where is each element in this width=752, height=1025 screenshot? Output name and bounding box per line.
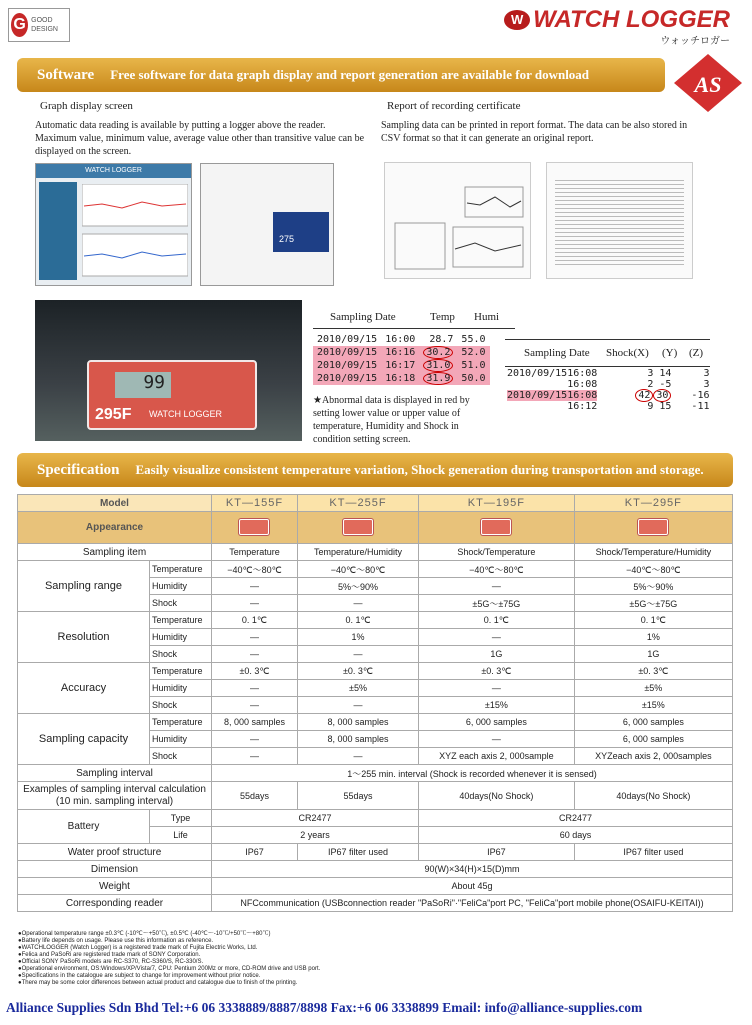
cell-value: 16:08 [567, 379, 598, 390]
sub-label: Humidity [150, 731, 212, 748]
spec-value: — [419, 731, 575, 748]
spec-value: −40℃〜80℃ [297, 561, 418, 578]
spec-value: ±15% [419, 697, 575, 714]
footnote: ●Operational temperature range ±0.3℃ (-10℃〜+50℃), ±0.5℃ (-40℃〜-10℃/+50℃〜+80℃) [18, 931, 271, 937]
table-cell [313, 333, 381, 346]
footnote: ●Operational environment, OS:Windows/XP/Vista/7, CPU: Pentium 200Mz or more, CD-ROM drive and USB port. [18, 966, 321, 972]
cell-value: 9 [647, 401, 654, 412]
sub-label: Temperature [150, 561, 212, 578]
spec-value: — [419, 578, 575, 595]
settings-screenshot: 275 [200, 163, 334, 286]
spec-value: — [212, 646, 298, 663]
footnote: ●WATCHLOGGER (Watch Logger) is a registered trade mark of Fujita Electric Works, Ltd. [18, 945, 258, 951]
cell-value: 3 [647, 368, 654, 379]
spec-value: — [212, 595, 298, 612]
table-cell [507, 368, 567, 379]
spec-value: — [212, 629, 298, 646]
sub-label: Shock [150, 748, 212, 765]
footnote: ●There may be some color differences between actual product and catalogue due to finish of the printing. [18, 980, 298, 986]
spec-row [18, 663, 733, 680]
as-logo-text: AS [694, 72, 722, 97]
cell-value: 51.0 [461, 360, 486, 371]
spec-value: ±5% [297, 680, 418, 697]
spec-table: Model KT—155F KT—255F KT—195F KT—295F Appearance Sampling item Temperature Temperature/Humidity Shock/Temperature Shock/Temperature/Humidity Sampling range Temperature −40℃〜80℃ −40℃〜80℃ −40℃〜80℃ −40℃〜80℃ Humidity — 5%〜90% — 5%〜90% Shock — — ±5G〜±75G ±5G〜±75G Resolution Temperature 0. 1℃ 0. 1℃ 0. 1℃ 0. 1℃ Humidity — 1% — 1% Shock — — 1G 1G Accuracy Temperature ±0. 3℃ ±0. 3℃ ±0. 3℃ ±0. 3℃ Humidity — ±5% — ±5% Shock — — ±15% ±15% Sampling capacity Temperature 8, 000 samples 8, 000 samples 6, 000 samples 6, 000 samples Humidity — 8, 000 samples — 6, 000 samples Shock — — XYZ each axis 2, 000sample XYZeach axis 2, 000samples Sampling interval 1〜255 min. interval (Shock is recorded whenever it is sensed) Examples of sampling interval calculation (10 min. sampling interval) 55days 55days 40days(No Shock) 40days(No Shock) Battery Type CR2477 CR2477 Life 2 years 60 days Water proof structure IP67 IP67 filter used IP67 IP67 filter used Dimension 90(W)×34(H)×15(D)mm Weight About 45g Corresponding reader NFCcommunication (USBconnection reader "PaSoRi"·"FeliCa"port PC, "FeliCa"port mobile phone(OSAIFU-KEITAI)) [17, 494, 733, 912]
device-image [239, 519, 269, 535]
cell-value: 2 [647, 379, 654, 390]
table-cell [419, 346, 457, 359]
cell-value: 16:08 [567, 390, 598, 401]
spec-row [18, 612, 733, 629]
footnote: ●Official SONY PaSoRi models are RC-S370, RC-S360/S, RC-330/S. [18, 959, 204, 965]
contact-footer: Alliance Supplies Sdn Bhd Tel:+6 06 3338889/8887/8898 Fax:+6 06 3338899 Email: info@alliance-supplies.com [6, 1000, 643, 1015]
sample2-y-header: (Y) [662, 347, 678, 359]
spec-value: 8, 000 samples [297, 714, 418, 731]
spec-row [18, 561, 733, 578]
table-cell [457, 359, 489, 372]
spec-value: — [212, 697, 298, 714]
table-cell [381, 359, 419, 372]
table-cell [419, 359, 457, 372]
report-title: Report of recording certificate [387, 100, 521, 112]
sample2-table [507, 368, 709, 412]
spec-value: XYZeach axis 2, 000samples [574, 748, 732, 765]
sub-label: Temperature [150, 663, 212, 680]
graph-title: Graph display screen [40, 100, 133, 112]
table-cell [381, 372, 419, 385]
abnormal-note: ★Abnormal data is displayed in red by setting lower value or upper value of temperature, Humidity and Shock in condition setting screen. [313, 395, 470, 445]
sub-label: Shock [150, 697, 212, 714]
table-row [313, 346, 490, 359]
footnote: ●Felica and PaSoRi are registered trade mark of SONY Corporation. [18, 952, 201, 958]
spec-value: 8, 000 samples [212, 714, 298, 731]
spec-value: 1G [419, 646, 575, 663]
table-cell [381, 346, 419, 359]
spec-value: XYZ each axis 2, 000sample [419, 748, 575, 765]
spec-value: ±0. 3℃ [419, 663, 575, 680]
spec-value: 6, 000 samples [574, 714, 732, 731]
cell-value: 16:16 [385, 347, 416, 358]
graph-plots [82, 184, 188, 280]
table-cell [671, 401, 709, 412]
good-design-logo: G GOOD DESIGN [8, 8, 70, 42]
group-label: Resolution [18, 612, 150, 663]
cell-value: -16 [691, 390, 710, 401]
table-cell [671, 379, 709, 390]
table-cell [507, 401, 567, 412]
cell-value: -11 [691, 401, 710, 412]
cell-value: 28.7 [429, 334, 454, 345]
cell-value: 52.0 [461, 347, 486, 358]
cell-value: 14 [659, 368, 672, 379]
cell-value: 16:12 [567, 401, 598, 412]
spec-value: ±5G〜±75G [574, 595, 732, 612]
spec-value: −40℃〜80℃ [574, 561, 732, 578]
as-logo [672, 52, 744, 114]
cell-value: 31.9 [423, 372, 453, 385]
group-label: Sampling capacity [18, 714, 150, 765]
cell-value: 2010/09/15 [507, 390, 568, 401]
spec-value: — [212, 680, 298, 697]
spec-value: 1G [574, 646, 732, 663]
table-cell [597, 368, 653, 379]
device-image [638, 519, 668, 535]
spec-value: 0. 1℃ [419, 612, 575, 629]
report-text: Sampling data can be printed in report format. The data can be also stored in CSV format so that it can generate an original report. [381, 120, 688, 144]
table-cell [567, 401, 597, 412]
table-cell [381, 333, 419, 346]
footnote: ●Specifications in the catalogue are subject to change for improvement without prior notice. [18, 973, 261, 979]
table-cell [597, 401, 653, 412]
table-cell [567, 379, 597, 390]
table-cell [671, 390, 709, 401]
table-cell [653, 401, 671, 412]
spec-value: 6, 000 samples [574, 731, 732, 748]
sample1-humi-header: Humi [474, 311, 500, 323]
cell-value: 31.0 [423, 359, 453, 372]
footnote: ●Battery life depends on usage. Please use this information as reference. [18, 938, 214, 944]
spec-value: 5%〜90% [297, 578, 418, 595]
table-row [313, 333, 490, 346]
table-cell [457, 372, 489, 385]
spec-value: — [297, 595, 418, 612]
table-cell [419, 333, 457, 346]
sample1-date-header: Sampling Date [330, 311, 396, 323]
brand-logo: W WATCH LOGGER ウォッチロガー [504, 6, 730, 47]
spec-value: 8, 000 samples [297, 731, 418, 748]
footnotes [18, 931, 320, 987]
spec-value: 5%〜90% [574, 578, 732, 595]
cell-value: 16:17 [385, 360, 416, 371]
spec-value: — [212, 578, 298, 595]
spec-value: — [297, 646, 418, 663]
sub-label: Shock [150, 595, 212, 612]
table-row [313, 372, 490, 385]
report-graph [385, 163, 532, 280]
sample2-x-header: Shock(X) [606, 347, 649, 359]
cell-value: 3 [703, 368, 710, 379]
table-cell [567, 390, 597, 401]
cell-value: 50.0 [461, 373, 486, 384]
sample2-date-header: Sampling Date [524, 347, 590, 359]
report-sheet-1 [384, 162, 531, 279]
sub-label: Humidity [150, 680, 212, 697]
sample2-z-header: (Z) [689, 347, 704, 359]
spec-value: ±0. 3℃ [212, 663, 298, 680]
logger-mark-icon: W [504, 10, 530, 30]
spec-value: — [297, 697, 418, 714]
cell-value: 2010/09/15 [317, 360, 378, 371]
specification-banner: Specification Easily visualize consistent temperature variation, Shock generation during transportation and storage. [17, 453, 733, 487]
cell-value: 3 [703, 379, 710, 390]
spec-value: 1% [574, 629, 732, 646]
table-row [507, 368, 709, 379]
table-cell [457, 346, 489, 359]
cell-value: 55.0 [461, 334, 486, 345]
spec-value: ±15% [574, 697, 732, 714]
device-photo: 99 295F WATCH LOGGER [35, 300, 302, 441]
spec-value: — [212, 731, 298, 748]
sub-label: Temperature [150, 714, 212, 731]
cell-value: 30 [653, 389, 671, 402]
spec-value: ±5% [574, 680, 732, 697]
table-row [507, 379, 709, 390]
cell-value: 2010/09/15 [317, 347, 378, 358]
group-label: Accuracy [18, 663, 150, 714]
report-sheet-2 [546, 162, 693, 279]
spec-value: 1% [297, 629, 418, 646]
cell-value: -5 [659, 379, 672, 390]
spec-value: 0. 1℃ [212, 612, 298, 629]
table-cell [507, 390, 567, 401]
sub-label: Temperature [150, 612, 212, 629]
table-cell [597, 390, 653, 401]
table-cell [313, 346, 381, 359]
table-cell [671, 368, 709, 379]
spec-value: — [419, 680, 575, 697]
cell-value: 2010/09/15 [317, 334, 378, 345]
spec-value: — [419, 629, 575, 646]
table-cell [507, 379, 567, 390]
good-design-icon: G [11, 13, 28, 37]
cell-value: 30.2 [423, 346, 453, 359]
cell-value: 2010/09/15 [507, 368, 568, 379]
table-cell [567, 368, 597, 379]
table-cell [313, 372, 381, 385]
spec-value: −40℃〜80℃ [212, 561, 298, 578]
sample1-temp-header: Temp [430, 311, 455, 323]
spec-value: ±5G〜±75G [419, 595, 575, 612]
table-cell [653, 368, 671, 379]
device-image [481, 519, 511, 535]
graph-screenshot: WATCH LOGGER [35, 163, 192, 286]
table-cell [457, 333, 489, 346]
spec-value: 0. 1℃ [574, 612, 732, 629]
software-banner: Software Free software for data graph display and report generation are available for download [17, 58, 665, 92]
table-row [507, 401, 709, 412]
table-cell [419, 372, 457, 385]
spec-value: ±0. 3℃ [297, 663, 418, 680]
table-cell [313, 359, 381, 372]
spec-value: — [297, 748, 418, 765]
spec-value: — [212, 748, 298, 765]
spec-value: 6, 000 samples [419, 714, 575, 731]
cell-value: 42 [635, 389, 653, 402]
cell-value: 2010/09/15 [317, 373, 378, 384]
sample1-table [313, 333, 490, 385]
table-row [507, 390, 709, 401]
group-label: Sampling range [18, 561, 150, 612]
cell-value: 16:18 [385, 373, 416, 384]
spec-value: −40℃〜80℃ [419, 561, 575, 578]
sub-label: Humidity [150, 629, 212, 646]
device-image [343, 519, 373, 535]
table-row [313, 359, 490, 372]
cell-value: 16:00 [385, 334, 416, 345]
sub-label: Humidity [150, 578, 212, 595]
graph-text: Automatic data reading is available by putting a logger above the reader. Maximum value, minimum value, average value other than transitive value can be displayed on the screen. [35, 120, 365, 157]
spec-value: 0. 1℃ [297, 612, 418, 629]
sub-label: Shock [150, 646, 212, 663]
cell-value: 15 [659, 401, 672, 412]
table-cell [653, 390, 671, 401]
cell-value: 16:08 [567, 368, 598, 379]
spec-value: ±0. 3℃ [574, 663, 732, 680]
spec-row [18, 714, 733, 731]
